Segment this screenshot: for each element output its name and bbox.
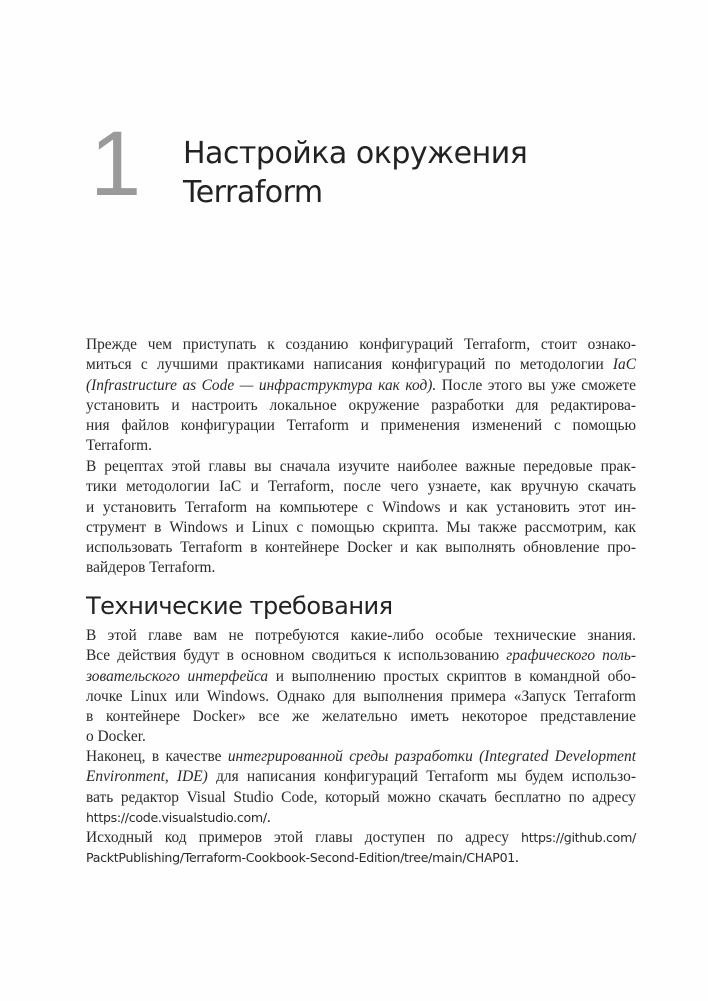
text-line [86,457,636,477]
text-segment: Исходный код примеров этой главы доступен по адресу [86,829,522,846]
text-line [86,828,636,848]
text-segment: и установить Terraform на компьютере с Windows и как установить этот ин- [86,498,636,516]
link-text[interactable]: https://code.visualstudio.com/ [86,809,267,825]
italic-text: графического поль- [506,647,636,665]
text-line [86,498,636,518]
text-segment: тики методологии IaC и Terraform, после чего узнаете, как вручную скачать [86,478,636,496]
text-line [86,808,636,828]
italic-text: Environment, IDE) [86,768,208,786]
text-line [86,626,636,646]
text-line [86,436,636,456]
chapter-title-line: Настройка окружения [183,136,528,171]
text-segment: струмент в Windows и Linux с помощью скрипта. Мы также рассмотрим, как [86,518,636,536]
text-segment: Наконец, в качестве [86,748,228,765]
text-segment: лочке Linux или Windows. Однако для выполнения примера «Запуск Terraform [86,687,636,705]
text-line [86,687,636,707]
text-line [86,477,636,497]
text-segment: о Docker. [86,728,146,746]
italic-text: интегрированной среды разработки (Integrated Development [227,748,636,765]
text-segment: Terraform. [86,437,153,455]
text-segment: для написания конфигураций Terraform мы будем использо- [207,768,636,786]
text-line [86,538,636,558]
paragraph-overview [86,457,636,579]
text-line [86,396,636,416]
text-segment: . [515,849,519,867]
text-segment: В рецептах этой главы вы сначала изучите наиболее важные передовые прак- [86,458,636,475]
italic-text: IaC [612,356,636,374]
text-segment: Все действия будут в основном сводиться к использованию [86,647,507,665]
chapter-title [183,134,527,212]
text-line [86,667,636,687]
text-segment: Прежде чем приступать к созданию конфигураций Terraform, стоит ознако- [86,336,636,353]
text-segment: миться с лучшими практиками написания конфигураций по методологии [86,356,613,374]
text-segment: вать редактор Visual Studio Code, который можно скачать бесплатно по адресу [86,788,636,806]
text-line [86,355,636,375]
text-segment: ния файлов конфигурации Terraform и применения изменений с помощью [86,417,636,435]
text-line [86,707,636,727]
text-line [86,788,636,808]
text-line [86,727,636,747]
text-segment: в контейнере Docker» все же желательно иметь некоторое представление [86,708,636,726]
text-segment: и выполнению простых скриптов в командной обо- [268,667,636,685]
paragraph-intro [86,335,636,457]
section-heading: Технические требования [86,592,393,620]
text-segment: В этой главе вам не потребуются какие-либо особые технические знания. [86,627,636,644]
link-text[interactable]: https://github.com/ [521,830,636,845]
text-line [86,416,636,436]
text-segment: установить и настроить локальное окружение разработки для редактирова- [86,396,636,414]
text-segment: вайдеров Terraform. [86,559,216,577]
text-segment: . [266,808,271,826]
italic-text: зовательского интерфейса [86,667,269,685]
text-segment: После этого вы уже сможете [436,376,636,394]
text-line [86,848,636,868]
text-line [86,376,636,396]
text-line [86,558,636,578]
chapter-number: 1 [90,113,142,215]
paragraph-requirements [86,626,636,748]
text-line [86,646,636,666]
text-line [86,518,636,538]
text-line [86,747,636,767]
text-segment: использовать Terraform в контейнере Docker и как выполнять обновление про- [86,539,636,557]
paragraph-source-code [86,828,636,869]
chapter-title-line: Terraform [183,175,323,210]
link-text[interactable]: PacktPublishing/Terraform-Cookbook-Second-Edition/tree/main/CHAP01 [86,850,515,866]
text-line [86,767,636,787]
italic-text: (Infrastructure as Code — инфраструктура как код). [86,376,437,394]
text-line [86,335,636,355]
paragraph-ide [86,747,636,828]
